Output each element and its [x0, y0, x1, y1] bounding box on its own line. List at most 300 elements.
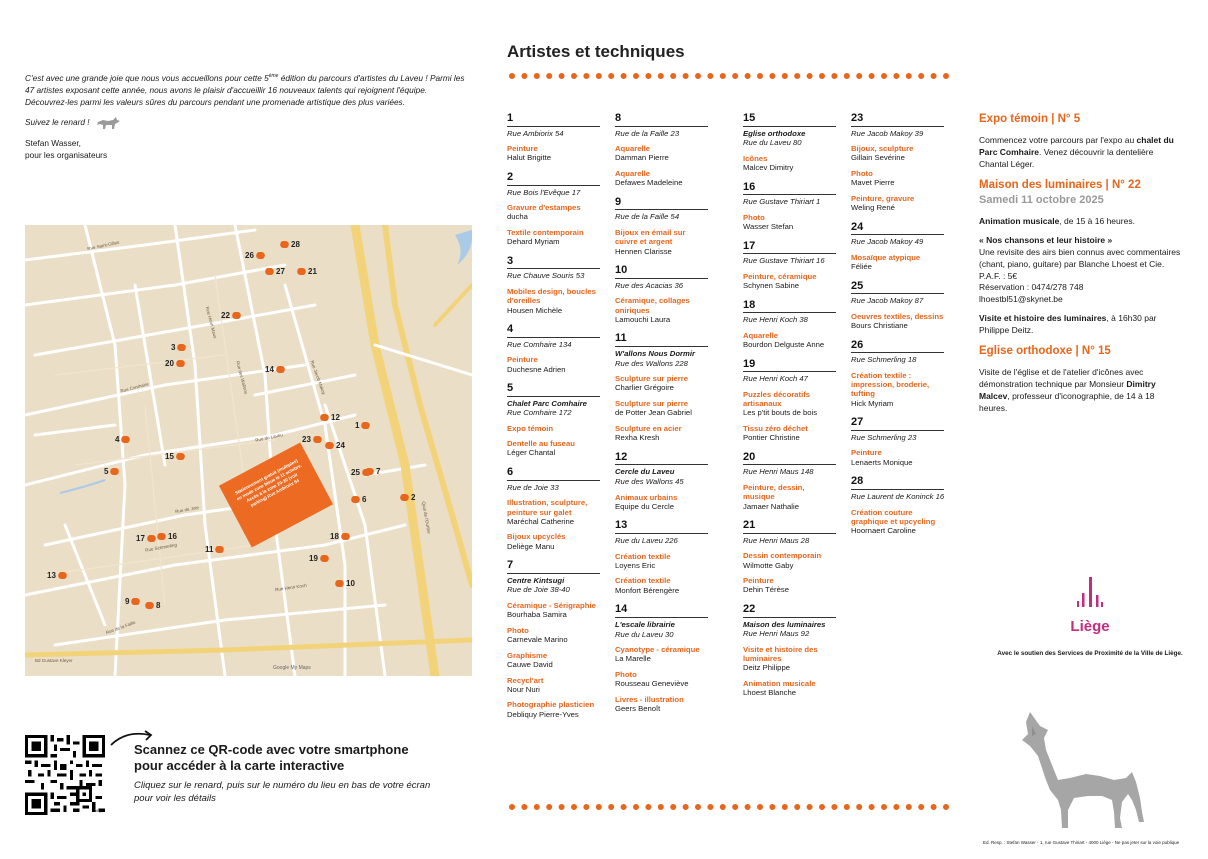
- visite-rest: , à 16h30 par Philippe Deitz.: [979, 313, 1157, 336]
- location-number: 26: [851, 338, 864, 351]
- artist-entry: [743, 359, 838, 443]
- location-number: 6: [507, 466, 514, 479]
- marker-number: 25: [351, 468, 360, 477]
- events-info: [979, 112, 1184, 421]
- location-place: Cercle du Laveu: [615, 467, 675, 477]
- technique-label: Icônes: [743, 153, 768, 163]
- liege-logo: [1040, 575, 1140, 635]
- animation-rest: , de 15 à 16 heures.: [1059, 215, 1135, 226]
- location-address: Rue Henri Maus 28: [743, 535, 810, 545]
- location-number: 9: [615, 195, 622, 208]
- location-address: Rue des Wallons 228: [615, 358, 688, 368]
- map-streets: [25, 225, 472, 676]
- map-marker-8[interactable]: [145, 601, 160, 610]
- entry-rule: [615, 209, 708, 210]
- street-label: Rue de la Faille: [105, 619, 137, 636]
- technique-label: Peinture: [507, 355, 538, 365]
- technique-block: [615, 493, 710, 512]
- expo-text: [979, 135, 1184, 171]
- location-address: Rue de Joie 33: [507, 482, 559, 492]
- location-address: Rue de Joie 38-40: [507, 585, 570, 595]
- artist-entry: [851, 476, 946, 535]
- entry-rule: [507, 185, 600, 186]
- marker-number: 24: [336, 441, 345, 450]
- technique-block: [507, 355, 602, 374]
- technique-block: [851, 371, 946, 408]
- street-label: Rue Saint-Gilles: [86, 239, 120, 252]
- entry-rule: [851, 430, 944, 431]
- intro-paragraph: [25, 73, 470, 108]
- marker-number: 10: [346, 579, 355, 588]
- artist-entry: [743, 182, 838, 232]
- map-marker-18[interactable]: [330, 532, 350, 541]
- technique-block: [507, 144, 602, 163]
- technique-label: Illustration, sculpture, peinture sur galet: [507, 498, 588, 517]
- technique-label: Puzzles décoratifs artisanaux: [743, 389, 811, 409]
- technique-label: Création textile: [615, 576, 671, 586]
- technique-label: Peinture, céramique: [743, 271, 817, 281]
- technique-block: [743, 645, 838, 673]
- fox-icon: [319, 555, 331, 562]
- expo-text-b: chalet du Parc Comhaire: [979, 134, 1174, 157]
- technique-label: Aquarelle: [615, 144, 651, 154]
- technique-label: Textile contemporain: [507, 228, 584, 238]
- technique-label: Céramique - Sérigraphie: [507, 601, 596, 611]
- artist-name: Duchesne Adrien: [507, 364, 566, 374]
- street-label: Bd Gustave Kleyer: [35, 658, 73, 663]
- marker-number: 20: [165, 359, 174, 368]
- artist-name: Schynen Sabine: [743, 281, 799, 291]
- artist-name: Weling René: [851, 203, 895, 213]
- artist-name: Deliège Manu: [507, 541, 555, 551]
- artist-entry: [615, 452, 710, 512]
- location-address: Rue Schmerling 23: [851, 432, 917, 442]
- location-address: Rue Comhaire 172: [507, 408, 572, 418]
- location-number: 18: [743, 298, 756, 311]
- maison-date: Samedi 11 octobre 2025: [979, 193, 1104, 206]
- fox-icon: [350, 496, 362, 503]
- location-place: L'escale librairie: [615, 619, 675, 629]
- artist-name: Rexha Kresh: [615, 433, 660, 443]
- location-address: Rue Schmerling 18: [851, 355, 917, 365]
- artist-entry: [615, 265, 710, 324]
- maison-heading: Maison des luminaires | N° 22: [979, 178, 1141, 191]
- artist-name: Pontier Christine: [743, 433, 800, 443]
- technique-label: Sculpture en acier: [615, 423, 682, 433]
- location-number: 8: [615, 112, 622, 124]
- eglise-text-a: Visite de l'église et de l'atelier d'icônes avec démonstration technique par Monsieur: [979, 366, 1144, 389]
- map-marker-25[interactable]: [351, 468, 371, 477]
- artist-name: Wilmotte Gaby: [743, 560, 794, 570]
- marker-number: 2: [411, 493, 416, 502]
- map-marker-6[interactable]: [351, 495, 366, 504]
- technique-block: [743, 213, 838, 232]
- entry-rule: [743, 126, 836, 127]
- marker-number: 26: [245, 251, 254, 260]
- technique-block: [615, 576, 710, 595]
- location-address: Rue Jacob Makoy 87: [851, 296, 924, 306]
- technique-label: Photo: [743, 212, 765, 222]
- dotted-divider: [508, 72, 950, 80]
- visite-bold: Visite et histoire des luminaires: [979, 313, 1107, 324]
- artist-entry: [743, 452, 838, 511]
- fox-icon: [175, 360, 187, 367]
- reservation-text: Réservation : 0474/278 748: [979, 282, 1084, 293]
- technique-block: [507, 532, 602, 551]
- location-number: 16: [743, 180, 756, 193]
- artist-name: Bourdon Delguste Anne: [743, 340, 825, 350]
- street-label: Rue Schmerling: [144, 542, 178, 553]
- artist-name: Lamouchi Laura: [615, 314, 671, 324]
- location-address: Rue Bois l'Evêque 17: [507, 187, 581, 197]
- dotted-divider: [508, 803, 950, 811]
- location-address: Rue Gustave Thiriart 16: [743, 256, 825, 266]
- marker-number: 21: [308, 267, 317, 276]
- technique-block: [615, 695, 710, 714]
- location-number: 20: [743, 450, 756, 463]
- fox-icon: [264, 268, 276, 275]
- entry-rule: [507, 268, 600, 269]
- entry-rule: [615, 617, 708, 618]
- map-marker-16[interactable]: [157, 532, 177, 541]
- artist-entry: [851, 113, 946, 213]
- artist-entry: [743, 520, 838, 595]
- artist-name: de Potter Jean Gabriel: [615, 408, 692, 418]
- intro-text-a: C'est avec une grande joie que nous vous accueillons pour cette 5: [25, 73, 269, 83]
- location-address: Rue du Laveu 80: [743, 138, 802, 148]
- map-marker-1[interactable]: [355, 421, 370, 430]
- intro-block: [25, 73, 470, 162]
- technique-block: [507, 626, 602, 645]
- technique-label: Oeuvres textiles, dessins: [851, 311, 944, 321]
- map[interactable]: [25, 225, 472, 676]
- location-place: Centre Kintsugi: [507, 575, 565, 585]
- technique-label: Gravure d'estampes: [507, 203, 581, 213]
- intro-superscript: ème: [268, 73, 279, 80]
- location-number: 7: [507, 559, 514, 572]
- technique-label: Peinture: [743, 576, 774, 586]
- technique-block: [507, 439, 602, 458]
- technique-label: Céramique, collages oniriques: [615, 296, 690, 315]
- map-marker-10[interactable]: [335, 579, 355, 588]
- map-marker-21[interactable]: [297, 267, 317, 276]
- artist-name: Cauwe David: [507, 659, 553, 669]
- map-marker-14[interactable]: [265, 365, 285, 374]
- street-label: Rue des Wallons: [235, 360, 249, 395]
- eglise-text-b: Dimitry Malcev: [979, 378, 1156, 401]
- technique-label: Bijoux, sculpture: [851, 144, 914, 154]
- paf-text: P.A.F. : 5€: [979, 270, 1018, 281]
- technique-block: [615, 552, 710, 571]
- technique-block: [507, 424, 602, 433]
- artist-name: Debliquy Pierre-Yves: [507, 709, 579, 719]
- technique-block: [507, 700, 602, 719]
- street-label: Rue Henri Koch: [274, 582, 307, 593]
- location-address: Rue de la Faille 23: [615, 128, 680, 138]
- fox-icon: [399, 494, 411, 501]
- artist-name: Wasser Stefan: [743, 222, 794, 232]
- artist-entry: [851, 222, 946, 272]
- entry-rule: [743, 371, 836, 372]
- artist-name: Nour Nuri: [507, 684, 540, 694]
- artist-name: Monfort Bérengère: [615, 585, 680, 595]
- technique-label: Aquarelle: [743, 330, 779, 340]
- eglise-heading: Eglise orthodoxe | N° 15: [979, 344, 1111, 357]
- fox-icon: [120, 436, 132, 443]
- artist-name: Hoornaert Caroline: [851, 525, 916, 535]
- technique-block: [507, 651, 602, 670]
- entry-rule: [507, 480, 600, 481]
- animation-bold: Animation musicale: [979, 215, 1060, 226]
- artist-entry: [507, 113, 602, 163]
- marker-number: 14: [265, 365, 274, 374]
- location-number: 14: [615, 603, 628, 616]
- expo-heading: Expo témoin | N° 5: [979, 113, 1081, 125]
- fox-icon: [130, 598, 142, 605]
- artist-entry: [507, 324, 602, 374]
- technique-block: [507, 498, 602, 526]
- technique-label: Mosaïque atypique: [851, 252, 921, 262]
- artist-name: Housen Michèle: [507, 305, 563, 315]
- fox-icon: [255, 252, 267, 259]
- location-address: Rue Jacob Makoy 39: [851, 128, 924, 138]
- location-address: Rue Henri Maus 92: [743, 629, 810, 639]
- artist-entry: [507, 172, 602, 247]
- location-address: Rue Comhaire 134: [507, 339, 572, 349]
- map-marker-4[interactable]: [115, 435, 130, 444]
- artist-name: Malcev Dimitry: [743, 163, 794, 173]
- technique-block: [743, 154, 838, 173]
- technique-label: Création couture graphique et upcycling: [851, 507, 936, 526]
- artist-name: Léger Chantal: [507, 448, 556, 458]
- technique-block: [615, 144, 710, 163]
- street-label: Quai de l'Ourthe: [421, 500, 432, 535]
- marker-number: 11: [205, 545, 214, 554]
- technique-block: [743, 576, 838, 595]
- map-marker-20[interactable]: [165, 359, 185, 368]
- marker-number: 22: [221, 311, 230, 320]
- location-number: 2: [507, 171, 514, 184]
- location-address: Rue des Acacias 36: [615, 280, 684, 290]
- entry-rule: [615, 464, 708, 465]
- technique-block: [615, 374, 710, 393]
- signature-role: pour les organisateurs: [25, 150, 108, 161]
- email-link[interactable]: lhoestbl51@skynet.be: [979, 294, 1063, 305]
- location-number: 22: [743, 603, 756, 616]
- artist-entry: [743, 604, 838, 698]
- marker-number: 5: [104, 467, 109, 476]
- map-marker-3[interactable]: [171, 343, 186, 352]
- location-number: 4: [507, 323, 514, 336]
- fox-icon: [296, 268, 308, 275]
- entry-rule: [507, 126, 600, 127]
- technique-block: [851, 169, 946, 188]
- technique-block: [743, 483, 838, 511]
- technique-label: Tissu zéro déchet: [743, 424, 808, 434]
- qr-bitly-label: bitly: [94, 808, 102, 813]
- map-marker-28[interactable]: [280, 240, 300, 249]
- map-marker-13[interactable]: [47, 571, 67, 580]
- artist-name: Rousseau Geneviève: [615, 679, 689, 689]
- artist-name: Lenaerts Monique: [851, 457, 913, 467]
- technique-label: Graphisme: [507, 650, 548, 660]
- location-address: Rue Gustave Thiriart 1: [743, 197, 821, 207]
- artist-entry: [851, 281, 946, 331]
- marker-number: 1: [355, 421, 360, 430]
- map-parking-callout: Stationnement gratuit (multiples) en mode zone bleue le 11 octobre. Accès à la zone 20-30 (voir parking) Rue Ambiorix 54: [219, 443, 333, 548]
- technique-block: [743, 331, 838, 350]
- street-label: Rue Comhaire: [119, 381, 150, 394]
- marker-number: 17: [136, 534, 145, 543]
- artist-name: ducha: [507, 212, 528, 222]
- map-marker-15[interactable]: [165, 452, 185, 461]
- location-number: 10: [615, 264, 628, 277]
- artist-column-2: [615, 113, 710, 723]
- qr-heading: Scannez ce QR-code avec votre smartphone pour accéder à la carte interactive: [134, 742, 409, 774]
- technique-label: Photo: [851, 169, 873, 179]
- liege-logo-text: Liège: [1070, 618, 1110, 635]
- location-address: Rue Henri Koch 38: [743, 315, 808, 325]
- artist-name: Bourhaba Samira: [507, 610, 567, 620]
- artist-entry: [743, 113, 838, 173]
- artist-entry: [507, 467, 602, 551]
- technique-label: Mobiles design, boucles d'oreilles: [507, 287, 596, 306]
- technique-block: [851, 253, 946, 272]
- technique-block: [851, 508, 946, 536]
- artist-name: Halut Brigitte: [507, 153, 552, 163]
- location-number: 11: [615, 332, 627, 345]
- map-marker-26[interactable]: [245, 251, 265, 260]
- location-number: 21: [743, 519, 756, 532]
- follow-text: Suivez le renard !: [25, 117, 90, 128]
- technique-label: Peinture, gravure: [851, 193, 915, 203]
- fox-icon: [231, 312, 243, 319]
- entry-rule: [507, 573, 600, 574]
- artist-column-1: [507, 113, 602, 728]
- map-marker-24[interactable]: [325, 441, 345, 450]
- technique-block: [743, 424, 838, 443]
- artist-name: Les p'tit bouts de bois: [743, 408, 818, 418]
- fox-icon: [214, 546, 226, 553]
- location-number: 1: [507, 112, 514, 124]
- technique-label: Animaux urbains: [615, 492, 678, 502]
- technique-label: Dessin contemporain: [743, 551, 822, 561]
- artist-name: Féliée: [851, 262, 872, 272]
- map-marker-23[interactable]: [302, 435, 322, 444]
- fox-icon: [361, 469, 373, 476]
- technique-label: Dentelle au fuseau: [507, 439, 575, 449]
- location-address: Rue Henri Koch 47: [743, 374, 808, 384]
- map-marker-27[interactable]: [265, 267, 285, 276]
- artist-name: Hennen Clarisse: [615, 246, 672, 256]
- marker-number: 8: [156, 601, 161, 610]
- technique-block: [615, 399, 710, 418]
- eglise-text-c: , professeur d'iconographie, de 14 à 18 heures.: [979, 390, 1155, 413]
- map-marker-9[interactable]: [125, 597, 140, 606]
- entry-rule: [851, 234, 944, 235]
- marker-number: 28: [291, 240, 300, 249]
- entry-rule: [615, 126, 708, 127]
- technique-block: [615, 670, 710, 689]
- location-address: Rue Laurent de Koninck 16: [851, 491, 945, 501]
- map-marker-19[interactable]: [309, 554, 329, 563]
- map-marker-11[interactable]: [205, 545, 224, 554]
- technique-block: [743, 272, 838, 291]
- artist-entry: [743, 300, 838, 350]
- artist-entry: [615, 333, 710, 442]
- map-marker-5[interactable]: [104, 467, 119, 476]
- location-number: 25: [851, 279, 864, 292]
- fox-icon: [57, 572, 69, 579]
- qr-code-icon[interactable]: [25, 735, 105, 815]
- fox-icon: [146, 535, 158, 542]
- artist-name: Gillain Sevérine: [851, 153, 905, 163]
- map-marker-12[interactable]: [320, 413, 340, 422]
- chansons-text: [979, 235, 1184, 306]
- fox-icon: [109, 468, 121, 475]
- map-marker-22[interactable]: [221, 311, 241, 320]
- street-label: Rue du Laveu: [254, 432, 284, 443]
- artist-entry: [851, 417, 946, 467]
- entry-rule: [615, 346, 708, 347]
- entry-rule: [615, 278, 708, 279]
- entry-rule: [851, 126, 944, 127]
- location-number: 24: [851, 220, 864, 233]
- fox-icon: [156, 533, 168, 540]
- location-address: Rue Jacob Makoy 49: [851, 237, 924, 247]
- artist-entry: [615, 113, 710, 188]
- technique-block: [743, 551, 838, 570]
- eglise-text: [979, 367, 1184, 415]
- map-marker-2[interactable]: [400, 493, 415, 502]
- fox-icon: [319, 414, 331, 421]
- marker-number: 6: [362, 495, 367, 504]
- marker-number: 7: [376, 467, 381, 476]
- page-title: Artistes et techniques: [507, 42, 685, 61]
- location-number: 23: [851, 112, 864, 124]
- technique-label: Peinture: [507, 144, 538, 154]
- technique-label: Expo témoin: [507, 424, 554, 434]
- entry-rule: [743, 464, 836, 465]
- location-number: 27: [851, 416, 864, 429]
- location-number: 15: [743, 112, 756, 124]
- chansons-desc: Une revisite des airs bien connus avec commentaires (chant, piano, guitare) par Blanche Lhoest et Cie.: [979, 246, 1181, 269]
- location-place: Eglise orthodoxe: [743, 128, 806, 138]
- technique-label: Photographie plasticien: [507, 700, 595, 710]
- artist-name: Hick Myriam: [851, 398, 894, 408]
- technique-label: Cyanotype - céramique: [615, 645, 700, 655]
- map-marker-17[interactable]: [136, 534, 156, 543]
- technique-label: Création textile : impression, broderie, tufting: [851, 370, 930, 399]
- street-label: Rue Henri Maus: [204, 306, 218, 339]
- artist-name: Charlier Grégoire: [615, 383, 674, 393]
- location-place: Maison des luminaires: [743, 619, 826, 629]
- entry-rule: [743, 194, 836, 195]
- street-label: Rue de Joie: [174, 504, 200, 515]
- artist-name: Carnevale Marino: [507, 635, 568, 645]
- artist-column-4: [851, 113, 946, 545]
- technique-block: [743, 390, 838, 418]
- location-number: 5: [507, 382, 514, 395]
- marker-number: 3: [171, 343, 176, 352]
- marker-number: 27: [276, 267, 285, 276]
- entry-rule: [743, 253, 836, 254]
- artist-name: Dehin Térèse: [743, 585, 790, 595]
- support-text: Avec le soutien des Services de Proximité de la Ville de Liège.: [997, 650, 1183, 657]
- technique-label: Peinture, dessin, musique: [743, 483, 805, 502]
- technique-block: [507, 228, 602, 247]
- technique-block: [615, 424, 710, 443]
